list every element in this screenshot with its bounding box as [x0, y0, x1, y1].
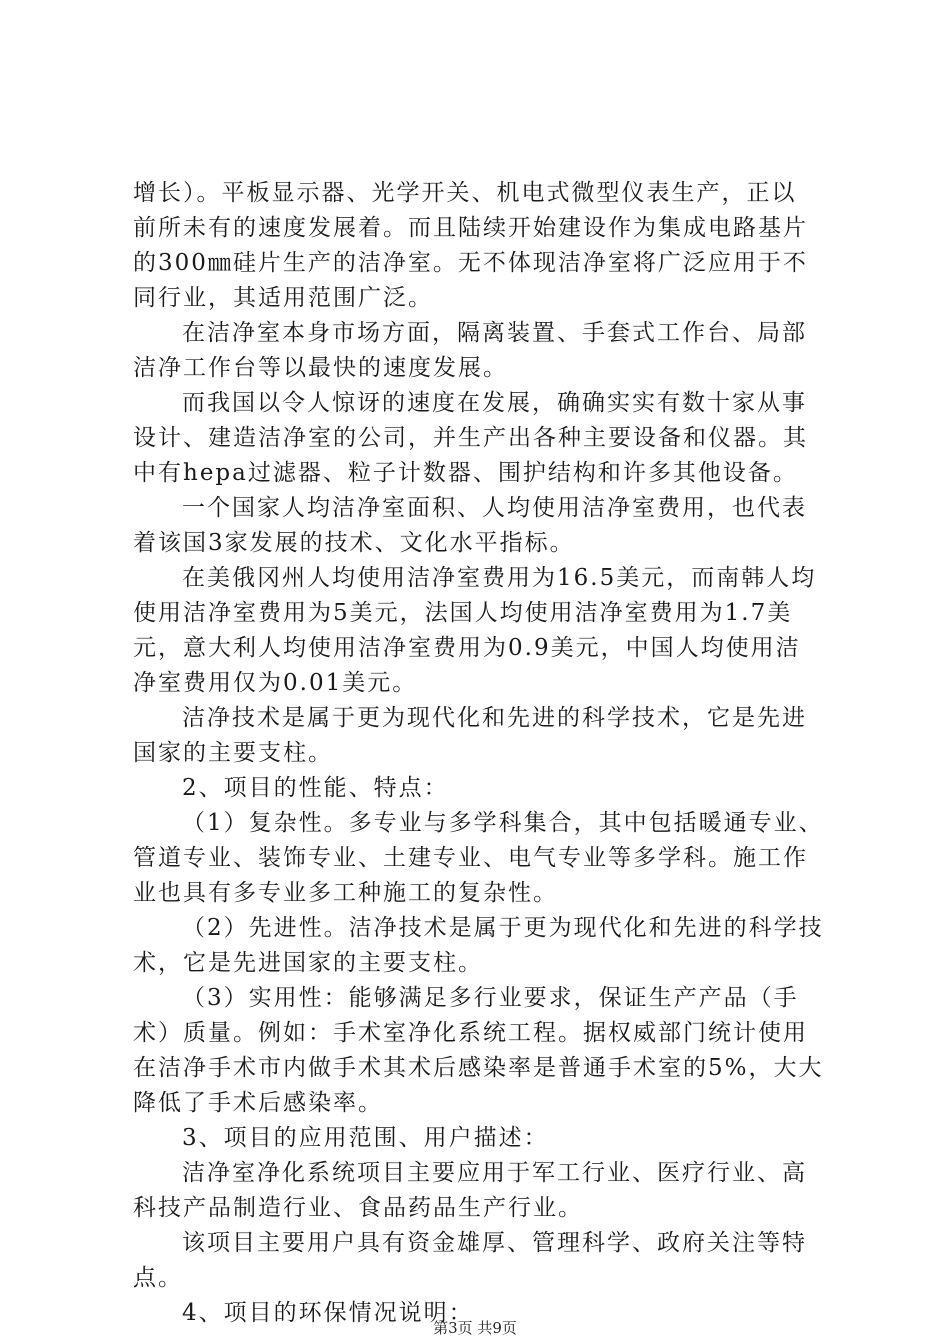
- text-line: 降低了手术后感染率。: [133, 1090, 383, 1116]
- paragraph-first-line: 洁净技术是属于更为现代化和先进的科学技术，它是先进: [182, 705, 807, 731]
- text-line: 术，它是先进国家的主要支柱。: [133, 950, 483, 976]
- paragraph-first-line: （3）实用性：能够满足多行业要求，保证生产产品（手: [182, 985, 799, 1011]
- text-line: 净室费用仅为0.01美元。: [133, 670, 418, 696]
- paragraph-first-line: 洁净室净化系统项目主要应用于军工行业、医疗行业、高: [182, 1160, 807, 1186]
- text-line: 洁净工作台等以最快的速度发展。: [133, 355, 508, 381]
- paragraph-first-line: 该项目主要用户具有资金雄厚、管理科学、政府关注等特: [182, 1230, 807, 1256]
- text-line: 设计、建造洁净室的公司，并生产出各种主要设备和仪器。其: [133, 425, 808, 451]
- text-line: 同行业，其适用范围广泛。: [133, 285, 433, 311]
- section-heading: 4、项目的环保情况说明：: [182, 1300, 474, 1326]
- text-line: 业也具有多专业多工种施工的复杂性。: [133, 880, 558, 906]
- text-line: 使用洁净室费用为5美元，法国人均使用洁净室费用为1.7美: [133, 600, 793, 626]
- text-line: 在洁净手术市内做手术其术后感染率是普通手术室的5%，大大: [133, 1055, 824, 1081]
- text-line: 国家的主要支柱。: [133, 740, 333, 766]
- text-line: 点。: [133, 1265, 183, 1291]
- text-line: 管道专业、装饰专业、土建专业、电气专业等多学科。施工作: [133, 845, 808, 871]
- paragraph-first-line: （2）先进性。洁净技术是属于更为现代化和先进的科学技: [182, 915, 824, 941]
- text-line: 元，意大利人均使用洁净室费用为0.9美元，中国人均使用洁: [133, 635, 801, 661]
- section-heading: 2、项目的性能、特点：: [182, 775, 449, 801]
- text-line: 的300㎜硅片生产的洁净室。无不体现洁净室将广泛应用于不: [133, 250, 808, 276]
- text-line: 中有hepa过滤器、粒子计数器、围护结构和许多其他设备。: [133, 460, 798, 486]
- paragraph-first-line: （1）复杂性。多专业与多学科集合，其中包括暖通专业、: [182, 810, 824, 836]
- paragraph-first-line: 在洁净室本身市场方面，隔离装置、手套式工作台、局部: [182, 320, 807, 346]
- paragraph-first-line: 一个国家人均洁净室面积、人均使用洁净室费用，也代表: [182, 495, 807, 521]
- text-line: 前所未有的速度发展着。而且陆续开始建设作为集成电路基片: [133, 215, 808, 241]
- paragraph-first-line: 而我国以令人惊讶的速度在发展，确确实实有数十家从事: [182, 390, 807, 416]
- text-line: 着该国3家发展的技术、文化水平指标。: [133, 530, 575, 556]
- section-heading: 3、项目的应用范围、用户描述：: [182, 1125, 549, 1151]
- page-footer: 第3页 共9页: [433, 1319, 517, 1337]
- text-line: 术）质量。例如：手术室净化系统工程。据权威部门统计使用: [133, 1020, 808, 1046]
- paragraph-first-line: 在美俄冈州人均使用洁净室费用为16.5美元，而南韩人均: [182, 565, 817, 591]
- text-line: 科技产品制造行业、食品药品生产行业。: [133, 1195, 583, 1221]
- text-line: 增长）。平板显示器、光学开关、机电式微型仪表生产，正以: [133, 180, 797, 206]
